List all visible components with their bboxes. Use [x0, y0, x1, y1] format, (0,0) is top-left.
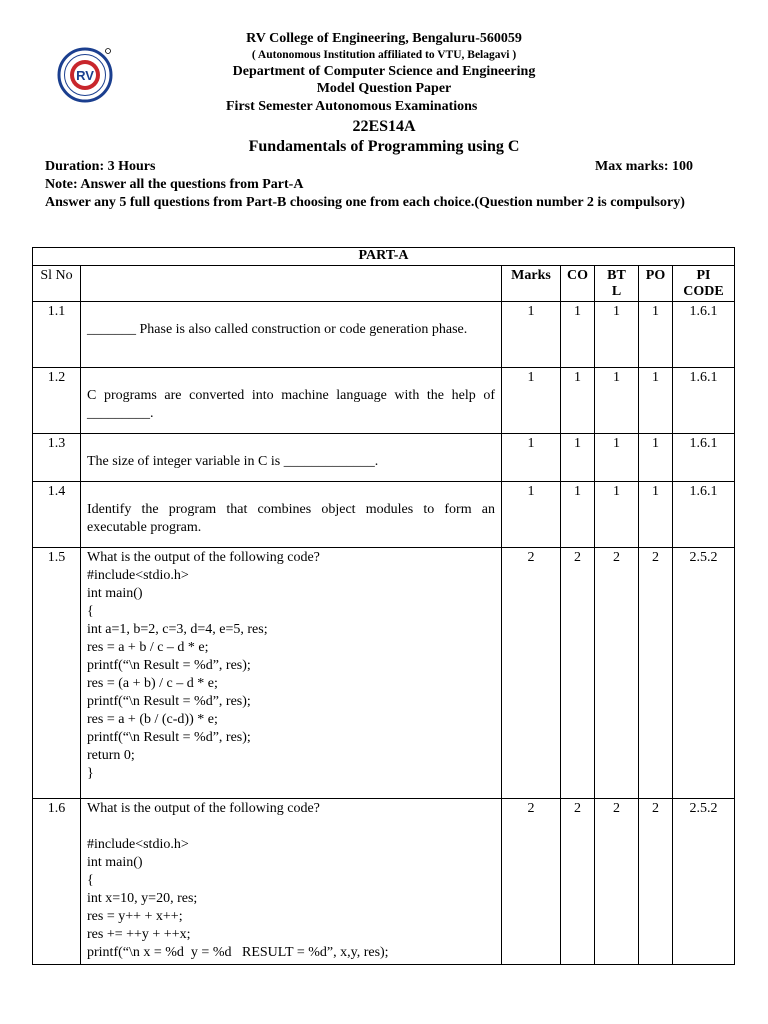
row-slno: 1.1: [33, 302, 81, 368]
co-cell: 2: [561, 799, 595, 965]
table-row: [33, 548, 735, 799]
pi-code-cell: 2.5.2: [673, 548, 735, 799]
marks-cell: 1: [502, 434, 561, 482]
svg-text:RV: RV: [76, 68, 94, 83]
department-name: Department of Computer Science and Engineering: [232, 64, 536, 79]
btl-cell: 2: [595, 548, 639, 799]
row-slno: 1.4: [33, 482, 81, 548]
question-text: The size of integer variable in C is _____________.: [81, 434, 502, 482]
table-row: [33, 482, 735, 548]
question-text: What is the output of the following code? #include<stdio.h> int main() { int x=10, y=20, res; res = y++ + x++; res += ++y + ++x; printf(“\n x = %d y = %d RESULT = %d”, x,y, res);: [81, 799, 502, 965]
row-slno: 1.5: [33, 548, 81, 799]
marks-cell: 2: [502, 548, 561, 799]
marks-cell: 1: [502, 302, 561, 368]
col-slno-header: Sl No: [33, 266, 81, 302]
row-slno: 1.6: [33, 799, 81, 965]
marks-cell: 1: [502, 368, 561, 434]
course-title: Fundamentals of Programming using C: [248, 138, 520, 155]
pi-code-cell: 1.6.1: [673, 434, 735, 482]
part-a-heading: PART-A: [33, 248, 735, 266]
table-row: [33, 302, 735, 368]
instruction: Answer any 5 full questions from Part-B choosing one from each choice.(Question number 2 is compulsory): [45, 195, 685, 210]
col-pi-header: PI CODE: [673, 266, 735, 302]
question-text: What is the output of the following code? #include<stdio.h> int main() { int a=1, b=2, c=3, d=4, e=5, res; res = a + b / c – d * e; printf(“\n Result = %d”, res); res = (a + b) / c – d * e; printf(“\n Result = %d”, res); res = a + (b / (c-d)) * e; printf(“\n Result = %d”, res); return 0; }: [81, 548, 502, 799]
po-cell: 1: [639, 482, 673, 548]
co-cell: 1: [561, 302, 595, 368]
table-row: [33, 368, 735, 434]
btl-cell: 1: [595, 434, 639, 482]
exam-name: First Semester Autonomous Examinations: [226, 99, 478, 114]
pi-code-cell: 1.6.1: [673, 302, 735, 368]
btl-cell: 1: [595, 368, 639, 434]
duration-row: [45, 158, 723, 176]
pi-code-cell: 2.5.2: [673, 799, 735, 965]
marks-cell: 1: [502, 482, 561, 548]
co-cell: 1: [561, 368, 595, 434]
table-row: [33, 799, 735, 965]
col-marks-header: Marks: [502, 266, 561, 302]
pi-code-cell: 1.6.1: [673, 482, 735, 548]
co-cell: 1: [561, 482, 595, 548]
code-block: #include<stdio.h> int main() { int a=1, b=2, c=3, d=4, e=5, res; res = a + b / c – d * e; printf(“\n Result = %d”, res); res = (a + b) / c – d * e; printf(“\n Result = %d”, res); res = a + (b / (c-d)) * e; printf(“\n Result = %d”, res); return 0; }: [87, 568, 268, 781]
question-text: Identify the program that combines object modules to form an executable program.: [81, 482, 502, 548]
question-text: C programs are converted into machine language with the help of _________.: [81, 368, 502, 434]
po-cell: 2: [639, 799, 673, 965]
question-text: _______ Phase is also called construction or code generation phase.: [81, 302, 502, 368]
question-table: [32, 247, 735, 965]
course-code: 22ES14A: [352, 118, 416, 135]
college-affiliation: ( Autonomous Institution affiliated to VTU, Belagavi ): [251, 49, 517, 61]
col-btl-header: BT L: [595, 266, 639, 302]
btl-cell: 1: [595, 482, 639, 548]
po-cell: 1: [639, 368, 673, 434]
btl-cell: 1: [595, 302, 639, 368]
duration: Duration: 3 Hours: [45, 159, 156, 174]
col-question-header: [81, 266, 502, 302]
max-marks: Max marks: 100: [595, 159, 693, 174]
row-slno: 1.2: [33, 368, 81, 434]
table-row: [33, 434, 735, 482]
paper-type: Model Question Paper: [316, 81, 452, 96]
row-slno: 1.3: [33, 434, 81, 482]
college-name: RV College of Engineering, Bengaluru-560059: [246, 31, 522, 46]
col-po-header: PO: [639, 266, 673, 302]
co-cell: 2: [561, 548, 595, 799]
po-cell: 2: [639, 548, 673, 799]
col-co-header: CO: [561, 266, 595, 302]
note: Note: Answer all the questions from Part-A: [45, 177, 304, 192]
co-cell: 1: [561, 434, 595, 482]
po-cell: 1: [639, 434, 673, 482]
marks-cell: 2: [502, 799, 561, 965]
code-block: #include<stdio.h> int main() { int x=10, y=20, res; res = y++ + x++; res += ++y + ++x; printf(“\n x = %d y = %d RESULT = %d”, x,y, res);: [87, 837, 389, 960]
btl-cell: 2: [595, 799, 639, 965]
po-cell: 1: [639, 302, 673, 368]
pi-code-cell: 1.6.1: [673, 368, 735, 434]
